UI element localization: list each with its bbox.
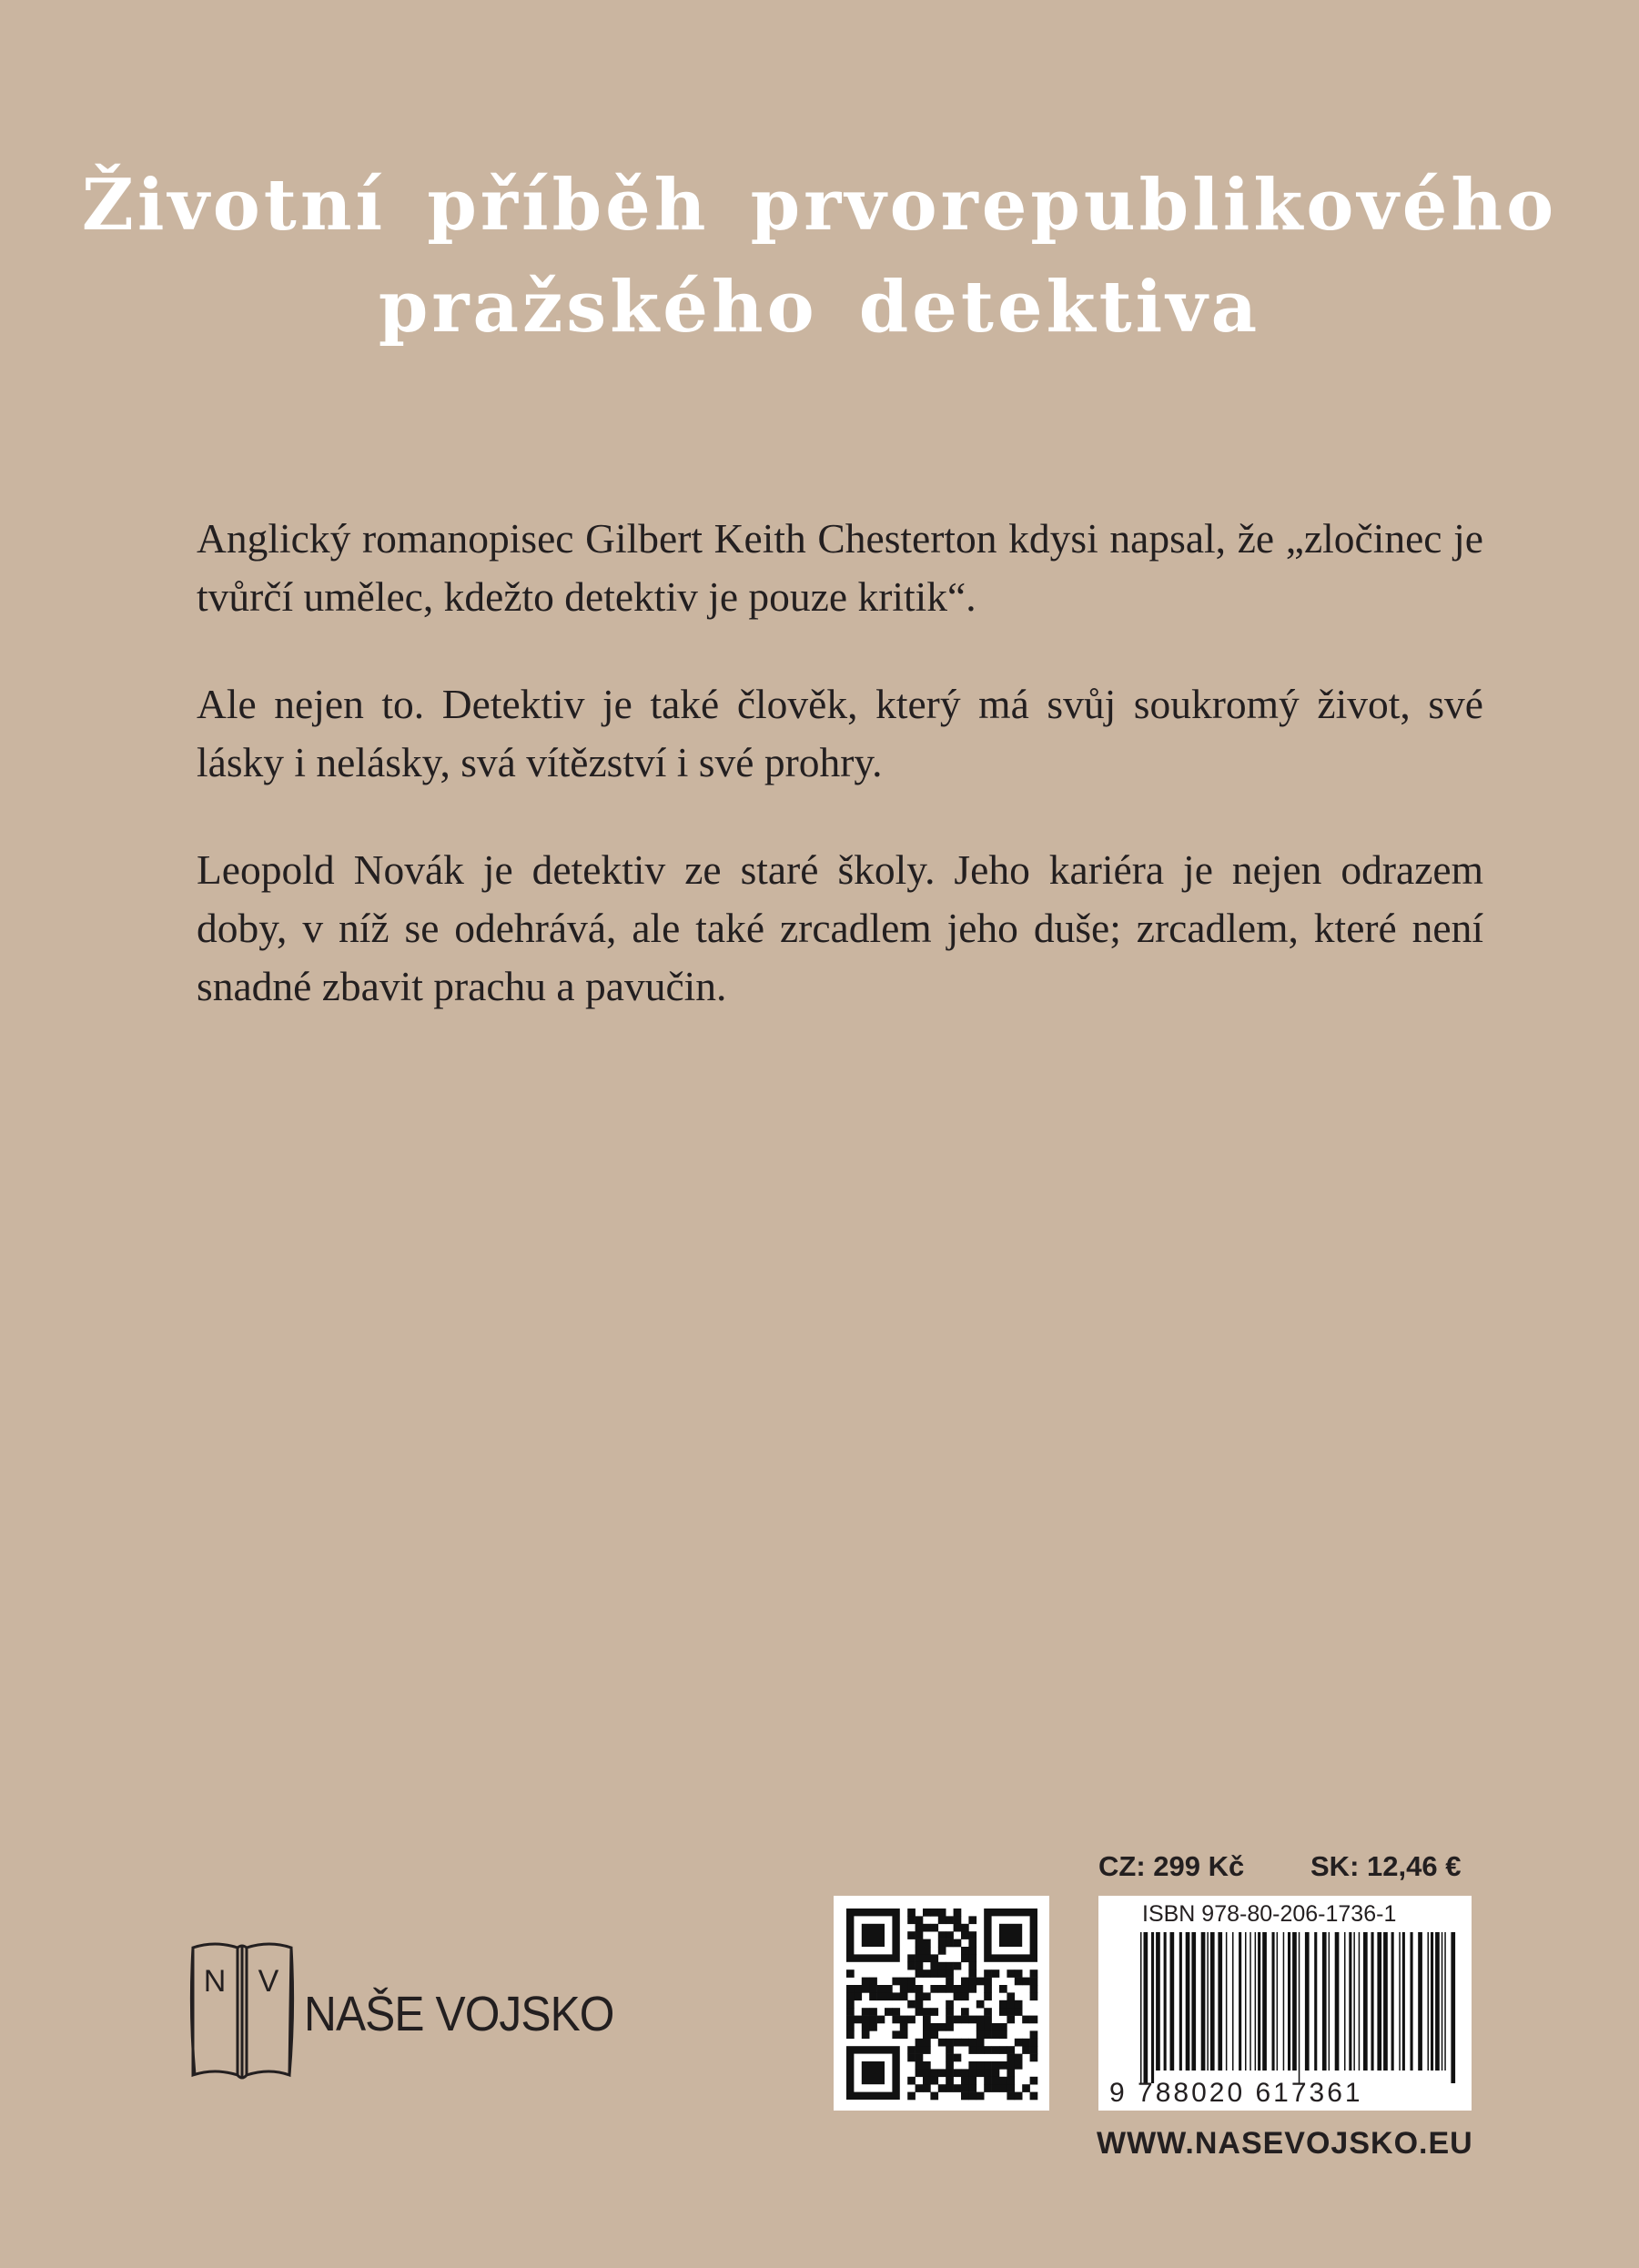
- cover-title: [0, 155, 1639, 359]
- price-sk: SK: 12,46 €: [1310, 1850, 1462, 1882]
- logo-letter-n: N: [203, 1964, 227, 1999]
- publisher-book-logo-icon: [187, 1939, 297, 2084]
- barcode-digits: 9 788020 617361: [1109, 2078, 1363, 2108]
- publisher-name: NAŠE VOJSKO: [304, 1987, 614, 2041]
- blurb-paragraph-2: Ale nejen to. Detektiv je také člověk, který má svůj soukromý život, své lásky i nelásky, svá vítězství i své prohry.: [197, 681, 1483, 785]
- isbn-barcode: [1098, 1896, 1472, 2111]
- blurb-paragraph-3: Leopold Novák je detektiv ze staré školy. Jeho kariéra je nejen odrazem doby, v níž se odehrává, ale také zrcadlem jeho duše; zrcadlem, které není snadné zbavit prachu a pavučin.: [197, 846, 1483, 1009]
- isbn-label: ISBN 978-80-206-1736-1: [1142, 1901, 1397, 1927]
- logo-letter-v: V: [258, 1964, 279, 1999]
- qr-code: [834, 1896, 1049, 2111]
- cover-title-line-1: Životní příběh prvorepublikového: [81, 164, 1558, 247]
- price-cz: CZ: 299 Kč: [1098, 1850, 1245, 1882]
- cover-title-line-2: pražského detektiva: [378, 266, 1261, 349]
- publisher-website: WWW.NASEVOJSKO.EU: [1097, 2126, 1473, 2161]
- qr-code-icon: [834, 1896, 1049, 2111]
- blurb-paragraph-1: Anglický romanopisec Gilbert Keith Chesterton kdysi napsal, že „zločinec je tvůrčí umělec, kdežto detektiv je pouze kritik“.: [197, 515, 1483, 620]
- publisher-logo: [187, 1939, 614, 2084]
- blurb-text: [197, 510, 1483, 1065]
